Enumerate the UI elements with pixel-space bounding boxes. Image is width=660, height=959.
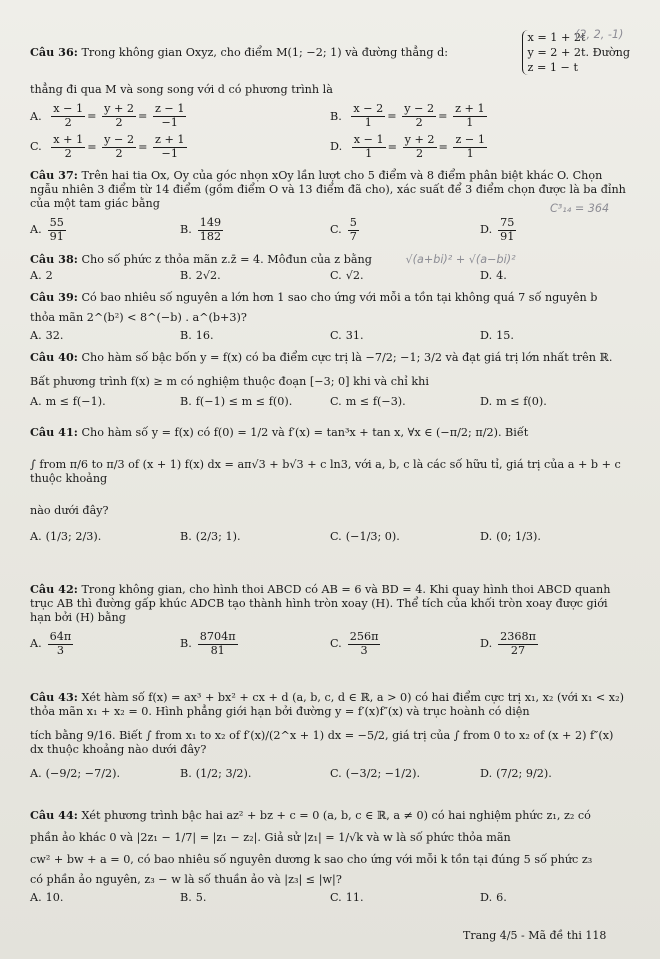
option-c[interactable]: C. (−1/3; 0). (330, 530, 400, 543)
option-c[interactable]: C. $\frac{5}{7}$ (330, 216, 357, 243)
option-a[interactable]: A. $\frac{x - 1}{2}$ = $\frac{y + 2}{2}$ = $\frac{z - 1}{-1}$ (30, 102, 185, 130)
option-c[interactable]: C. √2. (330, 269, 364, 282)
option-a[interactable]: A. 2 (30, 269, 53, 282)
question-text-cont: Bất phương trình f(x) ≥ m có nghiệm thuộc đoạn [−3; 0] khi và chỉ khi (30, 375, 429, 388)
handwritten-note: √(a+bi)² + √(a−bi)² (405, 253, 516, 266)
line-system: x = 1 + 2t y = 2 + 2t. Đường z = 1 − t (522, 30, 631, 75)
option-b[interactable]: B. $\frac{149}{182}$ (180, 216, 222, 243)
options-row (30, 269, 630, 283)
question-number: Câu 41: (30, 425, 78, 439)
question-text-cont3: có phần ảo nguyên, z₃ − w là số thuần ảo và |z₃| ≤ |w|? (30, 873, 342, 886)
option-d[interactable]: D. m ≤ f(0). (480, 395, 547, 408)
options-row (30, 530, 630, 544)
option-d[interactable]: D. (7/2; 9/2). (480, 767, 552, 780)
option-a[interactable]: A. $\frac{64\pi}{3}$ (30, 630, 72, 657)
option-b[interactable]: B. (2/3; 1). (180, 530, 241, 543)
integral-expression: ∫ from π/6 to π/3 of (x + 1) f(x) dx = aπ√3 + b√3 + c ln3, (30, 458, 352, 471)
options-row (30, 217, 630, 244)
question-text: Xét phương trình bậc hai az² + bz + c = 0 (a, b, c ∈ ℝ, a ≠ 0) có hai nghiệm phức z₁, z₂ có (81, 809, 591, 822)
options-row-1 (30, 103, 630, 130)
question-number: Câu 42: (30, 582, 78, 596)
option-b[interactable]: B. 16. (180, 329, 214, 342)
option-c[interactable]: C. $\frac{256\pi}{3}$ (330, 630, 379, 657)
question-text-cont: phần ảo khác 0 và |2z₁ − 1/7| = |z₁ − z₂|. Giả sử |z₁| = 1/√k và w là số phức thỏa mãn (30, 831, 511, 844)
option-b[interactable]: B. 5. (180, 891, 207, 904)
option-c[interactable]: C. (−3/2; −1/2). (330, 767, 421, 780)
options-row (30, 329, 630, 343)
question-text: Trên hai tia Ox, Oy của góc nhọn xOy lần lượt cho 5 điểm và 8 điểm phân biệt khác O. Chọn ngẫu nhiên 3 điểm từ 14 điểm (gồm điểm O và 13 điểm đã cho), xác suất để 3 điểm chọn được là ba đỉnh của một tam giác bằng (30, 169, 626, 210)
option-a[interactable]: A. 10. (30, 891, 64, 904)
option-d[interactable]: D. $\frac{x - 1}{1}$ = $\frac{y + 2}{2}$ = $\frac{z - 1}{1}$ (330, 133, 485, 160)
option-a[interactable]: A. (−9/2; −7/2). (30, 767, 121, 780)
question-text-cont: với a, b, c là các số hữu tỉ, giá trị của a + b + c thuộc khoảng (30, 458, 621, 485)
question-number: Câu 43: (30, 690, 78, 704)
option-b[interactable]: B. $\frac{x - 2}{1}$ = $\frac{y - 2}{2}$ = $\frac{z + 1}{1}$ (330, 102, 485, 130)
question-number: Câu 40: (30, 350, 78, 364)
question-38 (30, 252, 630, 283)
options-row (30, 631, 630, 658)
option-d[interactable]: D. 6. (480, 891, 507, 904)
option-d[interactable]: D. 15. (480, 329, 514, 342)
option-c[interactable]: C. m ≤ f(−3). (330, 395, 406, 408)
question-text: Cho số phức z thỏa mãn z.z̄ = 4. Môđun của z bằng (81, 253, 372, 266)
question-36 (30, 30, 630, 161)
question-text: Trong không gian Oxyz, cho điểm M(1; −2; 1) và đường thẳng d: (81, 46, 449, 60)
options-row-2 (30, 134, 630, 161)
option-a[interactable]: A. 32. (30, 329, 64, 342)
option-c[interactable]: C. $\frac{x + 1}{2}$ = $\frac{y - 2}{2}$ = $\frac{z + 1}{-1}$ (30, 133, 185, 160)
option-d[interactable]: D. $\frac{2368\pi}{27}$ (480, 630, 536, 657)
option-b[interactable]: B. f(−1) ≤ m ≤ f(0). (180, 395, 293, 408)
option-a[interactable]: A. (1/3; 2/3). (30, 530, 102, 543)
question-37 (30, 168, 630, 244)
option-c[interactable]: C. 31. (330, 329, 364, 342)
question-number: Câu 36: (30, 45, 78, 60)
question-number: Câu 37: (30, 168, 78, 182)
option-b[interactable]: B. 2√2. (180, 269, 221, 282)
options-row (30, 891, 630, 905)
option-d[interactable]: D. $\frac{75}{91}$ (480, 216, 515, 243)
option-c[interactable]: C. 11. (330, 891, 364, 904)
option-b[interactable]: B. (1/2; 3/2). (180, 767, 252, 780)
question-text: Trong không gian, cho hình thoi ABCD có AB = 6 và BD = 4. Khi quay hình thoi ABCD quanh trục AB thì đường gấp khúc ADCB tạo thành hình tròn xoay (H). Thể tích của khối tròn xoay được giới hạn bởi (H) bằng (30, 583, 611, 624)
option-d[interactable]: D. 4. (480, 269, 507, 282)
options-row (30, 395, 630, 409)
question-41 (30, 425, 630, 544)
question-43 (30, 690, 630, 781)
page-footer: Trang 4/5 - Mã đề thi 118 (463, 929, 607, 942)
question-42 (30, 582, 630, 658)
option-a[interactable]: A. $\frac{55}{91}$ (30, 216, 64, 243)
question-number: Câu 44: (30, 808, 78, 822)
question-text-cont: tích bằng 9/16. Biết ∫ from x₁ to x₂ of f′(x)/(2^x + 1) dx = −5/2, giá trị của ∫ from 0 to x₂ of (x + 2) f″(x) dx thuộc khoảng nào dưới đây? (30, 729, 614, 756)
question-text: Xét hàm số f(x) = ax³ + bx² + cx + d (a, b, c, d ∈ ℝ, a > 0) có hai điểm cực trị x₁, x₂ (với x₁ < x₂) thỏa mãn x₁ + x₂ = 0. Hình phẳng giới hạn bởi đường y = f′(x)f″(x) và trục hoành có diện (30, 691, 624, 718)
option-b[interactable]: B. $\frac{8704\pi}{81}$ (180, 630, 236, 657)
question-number: Câu 39: (30, 290, 78, 304)
option-a[interactable]: A. m ≤ f(−1). (30, 395, 106, 408)
question-text-cont2: nào dưới đây? (30, 504, 109, 517)
question-text: Có bao nhiêu số nguyên a lớn hơn 1 sao cho ứng với mỗi a tồn tại không quá 7 số nguyên b (81, 291, 598, 304)
handwritten-note: (2, 2, -1) (575, 28, 624, 41)
question-text-cont: thỏa mãn 2^(b²) < 8^(−b) . a^(b+3)? (30, 311, 247, 324)
options-row (30, 767, 630, 781)
question-39 (30, 290, 630, 343)
question-text-cont2: cw² + bw + a = 0, có bao nhiêu số nguyên dương k sao cho ứng với mỗi k tồn tại đúng 5 số phức z₃ (30, 853, 593, 866)
question-40 (30, 350, 630, 409)
question-number: Câu 38: (30, 252, 78, 266)
option-d[interactable]: D. (0; 1/3). (480, 530, 541, 543)
question-44 (30, 808, 630, 905)
question-text-cont: thẳng đi qua M và song song với d có phương trình là (30, 83, 333, 97)
question-text: Cho hàm số y = f(x) có f(0) = 1/2 và f′(x) = tan³x + tan x, ∀x ∈ (−π/2; π/2). Biết (81, 426, 529, 439)
question-text: Cho hàm số bậc bốn y = f(x) có ba điểm cực trị là −7/2; −1; 3/2 và đạt giá trị lớn nhất trên ℝ. (81, 351, 613, 364)
handwritten-note: C³₁₄ = 364 (550, 202, 610, 215)
